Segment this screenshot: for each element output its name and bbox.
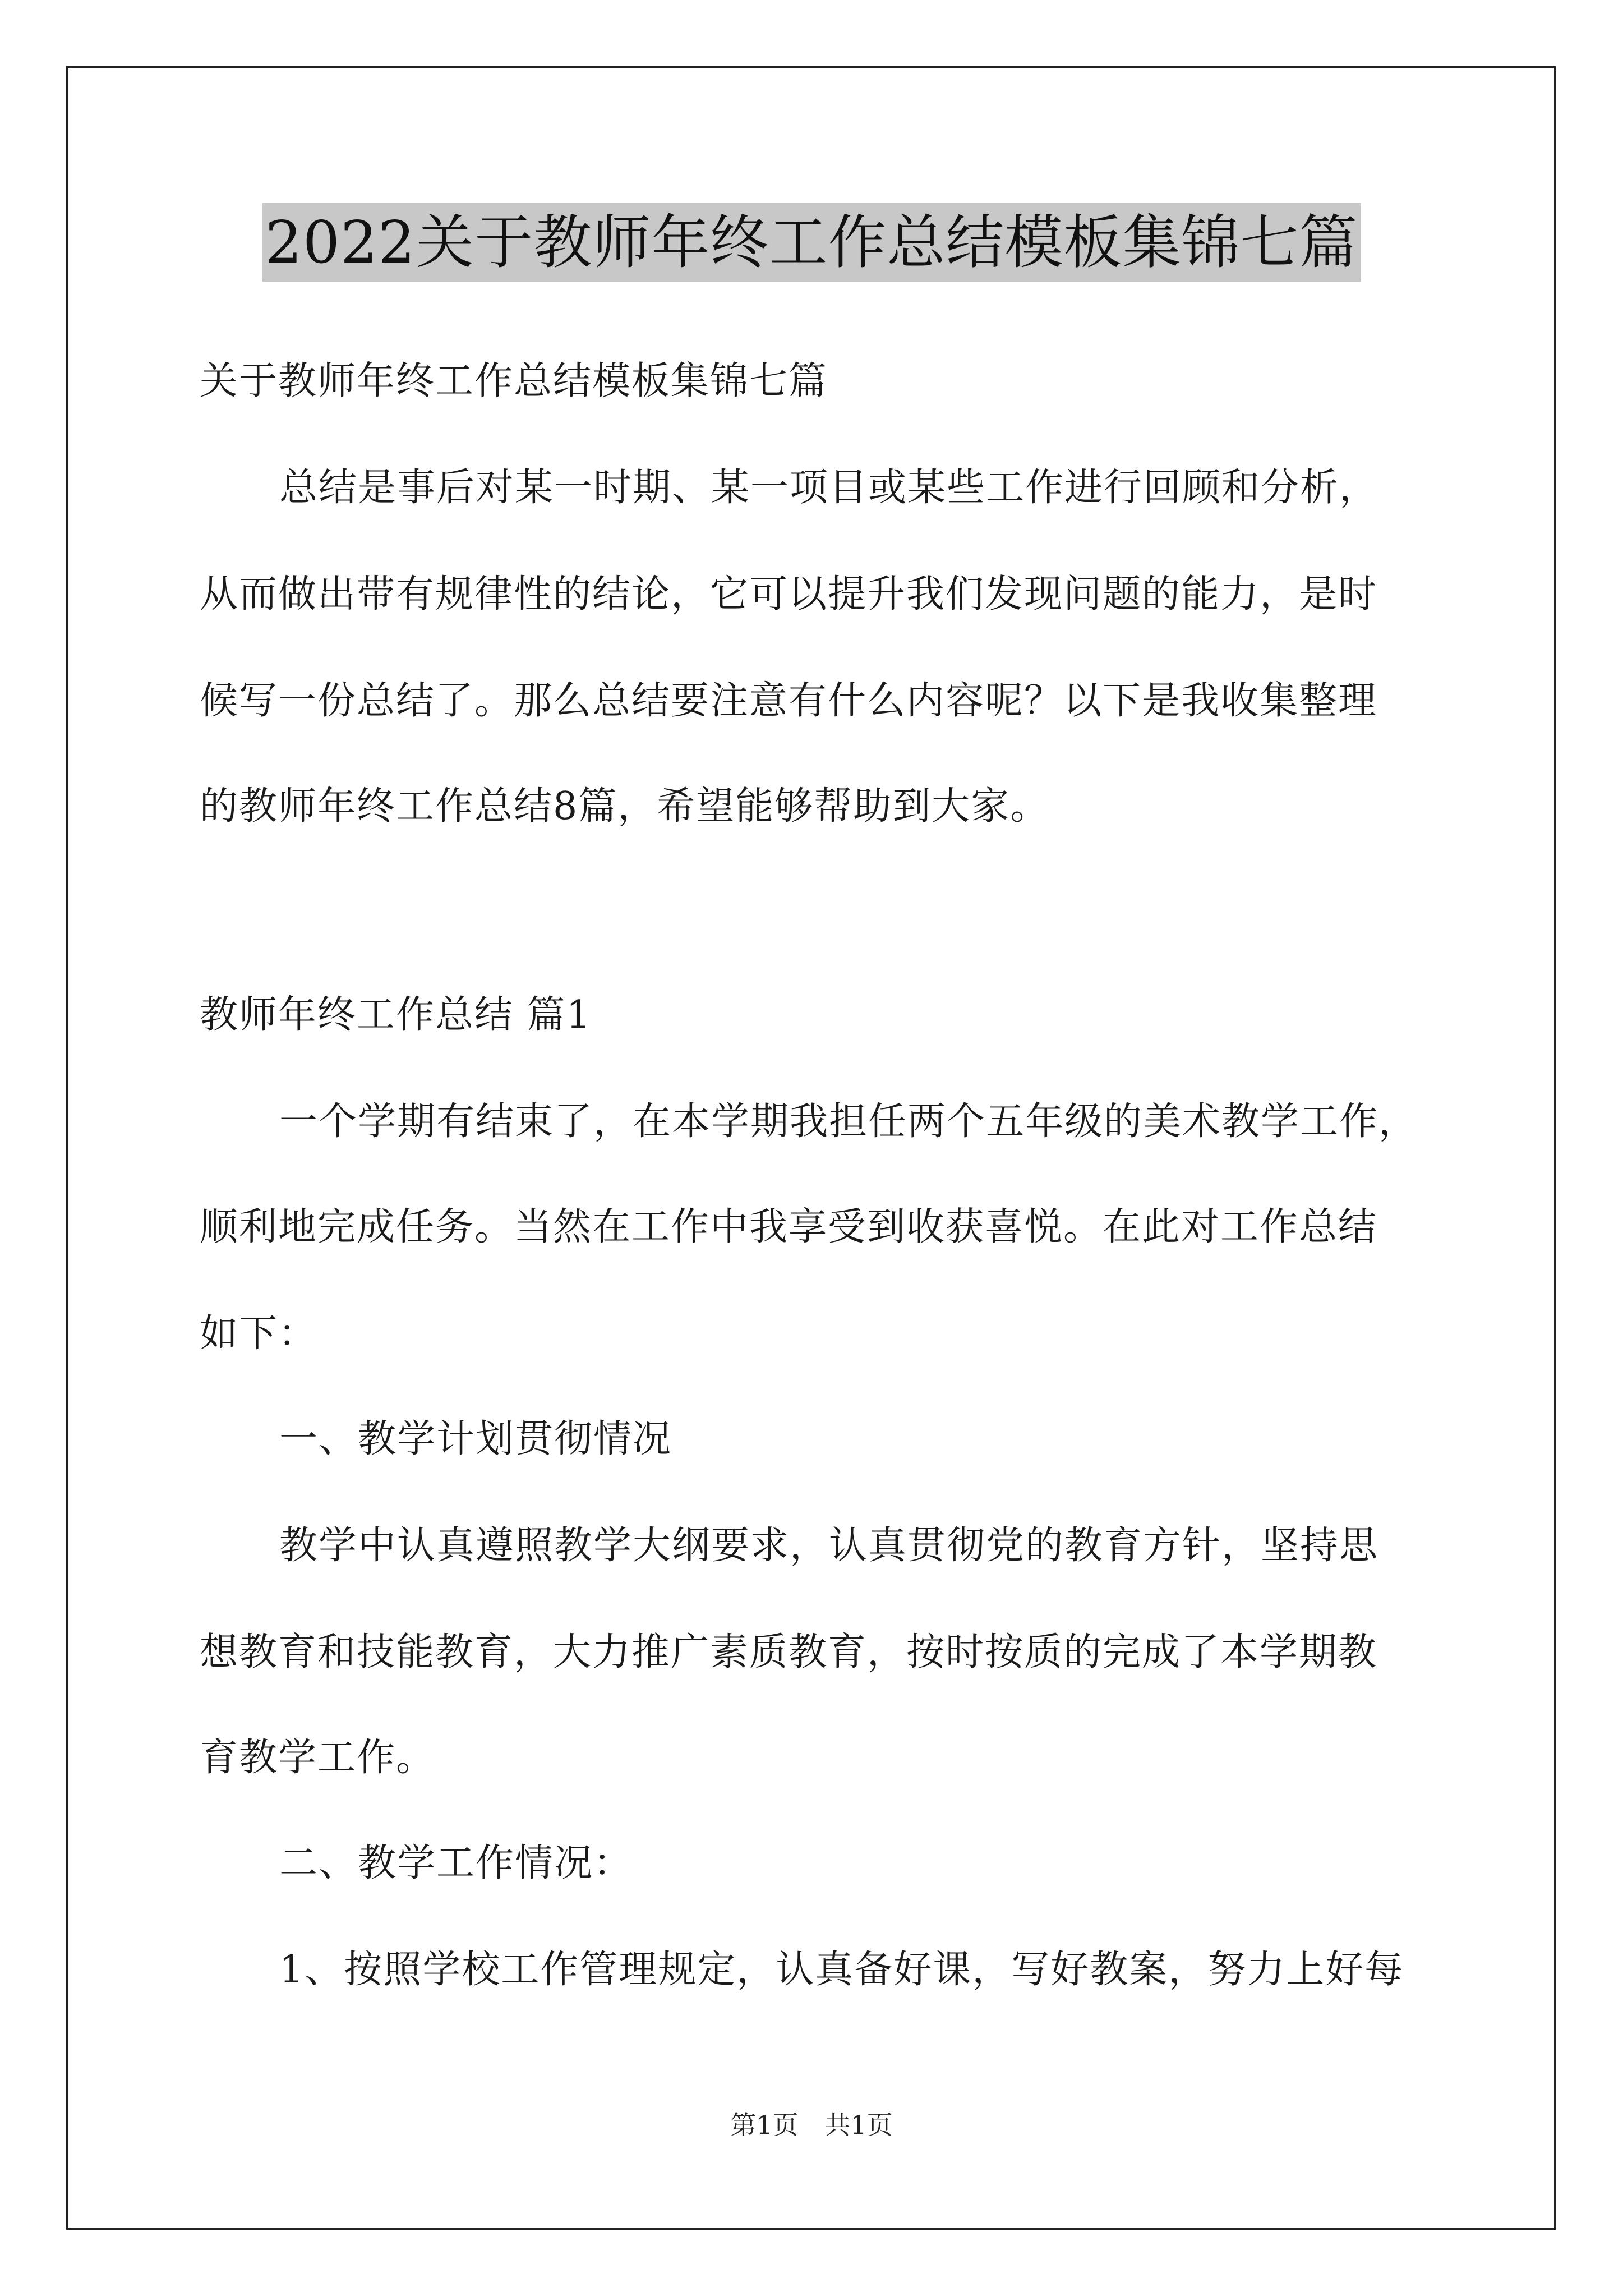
paragraph-line: 如下： [200,1312,318,1356]
paragraph-line: 总结是事后对某一时期、某一项目或某些工作进行回顾和分析， [279,466,1379,510]
paragraph-line: 育教学工作。 [200,1736,436,1780]
page-total: 共1页 [824,2110,893,2140]
paragraph-line: 想教育和技能教育，大力推广素质教育，按时按质的完成了本学期教 [200,1630,1378,1674]
document-subtitle: 关于教师年终工作总结模板集锦七篇 [200,359,828,403]
paragraph-line: 1、按照学校工作管理规定，认真备好课，写好教案，努力上好每 [279,1948,1404,1992]
title-container [0,203,1623,282]
page-footer [0,2108,1623,2142]
paragraph-line: 从而做出带有规律性的结论，它可以提升我们发现问题的能力，是时 [200,572,1378,616]
document-title: 2022关于教师年终工作总结模板集锦七篇 [262,203,1362,282]
paragraph-line: 的教师年终工作总结8篇，希望能够帮助到大家。 [200,784,1050,829]
page-number: 第1页 [730,2110,799,2140]
paragraph-line: 教学中认真遵照教学大纲要求，认真贯彻党的教育方针，坚持思 [279,1524,1379,1568]
paragraph-line: 候写一份总结了。那么总结要注意有什么内容呢？以下是我收集整理 [200,679,1378,723]
subheading-line: 一、教学计划贯彻情况 [279,1417,672,1461]
paragraph-line: 一个学期有结束了，在本学期我担任两个五年级的美术教学工作， [279,1099,1418,1144]
section-heading: 教师年终工作总结 篇1 [200,993,592,1037]
subheading-line: 二、教学工作情况： [279,1841,633,1885]
paragraph-line: 顺利地完成任务。当然在工作中我享受到收获喜悦。在此对工作总结 [200,1205,1378,1249]
